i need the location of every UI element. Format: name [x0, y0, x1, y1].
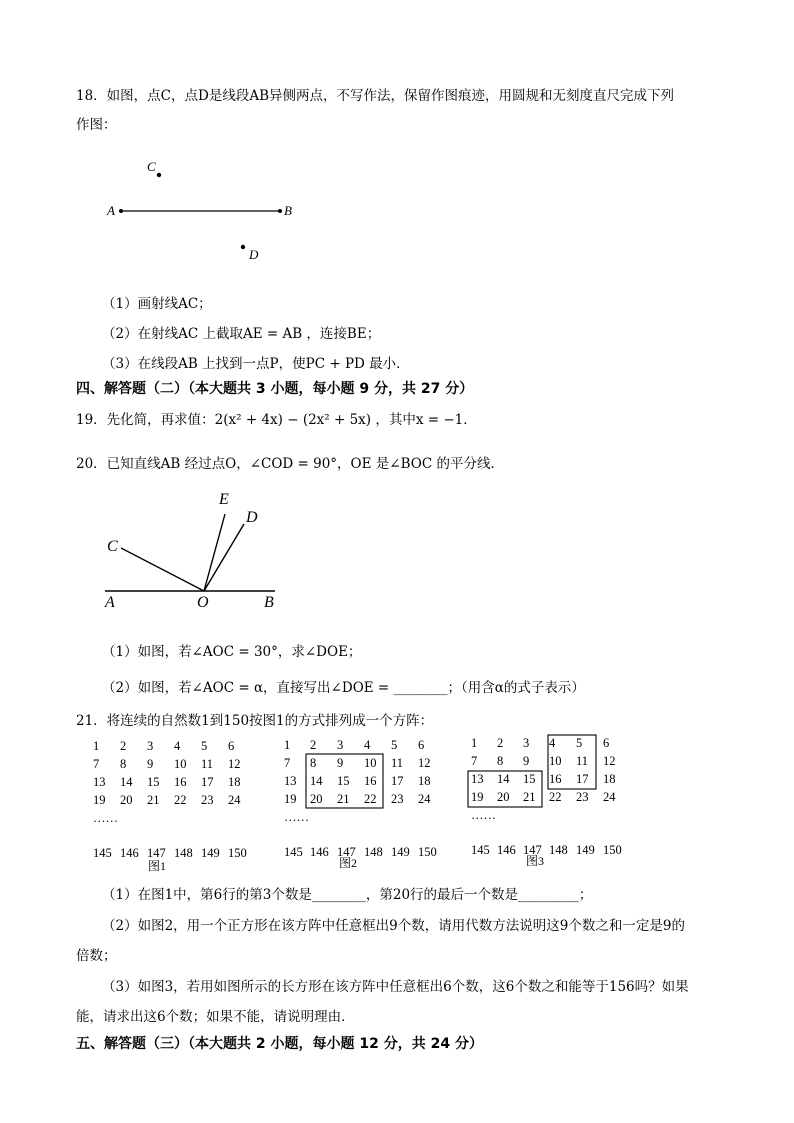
- label-c: C: [147, 159, 156, 174]
- grid-cell: 6: [603, 736, 610, 751]
- grid-cell: 16: [549, 771, 562, 786]
- grid-cell: [603, 806, 630, 824]
- grid-cell: ……: [284, 809, 309, 824]
- grid-cell: 24: [418, 791, 431, 806]
- q18-stem-line1: 18．如图，点C，点D是线段AB异侧两点，不写作法，保留作图痕迹，用圆规和无刻度直尺完成下列: [76, 88, 674, 104]
- q20-item-2: （2）如图，若∠AOC = α，直接写出∠DOE = ________；（用含α的式子表示）: [102, 680, 585, 696]
- number-grid-fig2: [284, 737, 445, 860]
- grid-cell: [147, 809, 174, 827]
- grid-row: [471, 753, 630, 771]
- grid-cell: 11: [391, 756, 404, 771]
- grid-cell: 8: [497, 754, 504, 769]
- grid-cell: 5: [576, 736, 583, 751]
- grid-cell: 23: [576, 789, 589, 804]
- grid-cell: [549, 806, 576, 824]
- label-a2: A: [105, 594, 115, 611]
- q21-item-2-line2: 倍数；: [76, 948, 117, 964]
- grid-cell: 17: [391, 773, 404, 788]
- grid-cell: 17: [576, 771, 589, 786]
- q20-stem: 20．已知直线AB 经过点O，∠COD = 90°，OE 是∠BOC 的平分线．: [76, 456, 504, 472]
- grid-cell: 10: [364, 756, 377, 771]
- grid-cell: 24: [228, 792, 241, 807]
- grid-cell: 3: [337, 738, 344, 753]
- grid-cell: 6: [228, 739, 235, 754]
- grid-cell: 150: [418, 844, 437, 859]
- grid-cell: 10: [549, 754, 562, 769]
- label-d: D: [249, 247, 259, 262]
- grid-cell: 1: [471, 736, 478, 751]
- grid-cell: 9: [147, 757, 154, 772]
- grid-row: [471, 735, 630, 753]
- grid-cell: 17: [201, 774, 214, 789]
- grid-cell: 145: [471, 842, 490, 857]
- grid-cell: 21: [337, 791, 350, 806]
- grid-cell: [576, 806, 603, 824]
- grid-row: [93, 738, 255, 756]
- grid-cell: 148: [174, 845, 193, 860]
- grid-cell: 4: [549, 736, 556, 751]
- point-b: [278, 209, 282, 213]
- grid-cell: 146: [310, 844, 329, 859]
- grid-cell: 14: [120, 774, 133, 789]
- grid-cell: 18: [603, 771, 616, 786]
- grid-cell: 5: [391, 738, 398, 753]
- grid-cell: ……: [471, 807, 496, 822]
- grid-cell: [228, 809, 255, 827]
- grid-cell: 13: [93, 774, 106, 789]
- grid-cell: 11: [201, 757, 214, 772]
- grid-cell: 19: [471, 789, 484, 804]
- grid-row: [93, 791, 255, 809]
- grid-cell: 14: [310, 773, 323, 788]
- ray-oe: [204, 514, 225, 591]
- point-a: [119, 209, 123, 213]
- grid-cell: 150: [228, 845, 247, 860]
- grid-cell: 2: [120, 739, 127, 754]
- q21-stem: 21．将连续的自然数1到150按图1的方式排列成一个方阵：: [76, 713, 434, 729]
- grid-cell: 20: [310, 791, 323, 806]
- grid-cell: 146: [497, 842, 516, 857]
- q18-stem-line2: 作图：: [76, 117, 117, 133]
- grid-cell: [174, 809, 201, 827]
- grid-cell: 21: [147, 792, 160, 807]
- grid-cell: 11: [576, 754, 589, 769]
- grid-cell: 13: [471, 771, 484, 786]
- number-grid-fig3: [471, 735, 630, 858]
- grid-row: [284, 755, 445, 773]
- grid-cell: 15: [147, 774, 160, 789]
- grid-cell: [201, 809, 228, 827]
- grid-row: [284, 737, 445, 755]
- grid-cell: 3: [523, 736, 530, 751]
- grid-cell: 148: [364, 844, 383, 859]
- label-b: B: [284, 203, 292, 218]
- grid-cell: [364, 808, 391, 826]
- label-e: E: [219, 491, 229, 508]
- caption-fig1: 图1: [148, 859, 167, 873]
- grid-cell: 22: [549, 789, 562, 804]
- grid-row: [93, 827, 255, 861]
- grid-cell: [337, 808, 364, 826]
- grid-cell: 16: [364, 773, 377, 788]
- q20-item-1: （1）如图，若∠AOC = 30°，求∠DOE；: [102, 644, 362, 660]
- grid-cell: 1: [284, 738, 291, 753]
- grid-cell: 4: [174, 739, 181, 754]
- grid-row: [471, 806, 630, 824]
- label-a: A: [107, 203, 115, 218]
- grid-cell: 7: [93, 757, 100, 772]
- grid-cell: [523, 806, 549, 824]
- q21-item-2-line1: （2）如图2，用一个正方形在该方阵中任意框出9个数，请用代数方法说明这9个数之和一定是9的: [102, 918, 685, 934]
- grid-cell: 7: [284, 756, 291, 771]
- label-o: O: [197, 594, 209, 611]
- grid-row: [93, 809, 255, 827]
- grid-cell: 21: [523, 789, 536, 804]
- grid-cell: 149: [201, 845, 220, 860]
- point-c: [157, 173, 161, 177]
- grid-cell: 12: [418, 756, 431, 771]
- grid-cell: 147: [337, 844, 356, 859]
- grid-cell: 146: [120, 845, 139, 860]
- grid-cell: 150: [603, 842, 622, 857]
- grid-cell: 4: [364, 738, 371, 753]
- grid-cell: ……: [93, 810, 118, 825]
- grid-cell: [391, 808, 418, 826]
- grid-cell: 7: [471, 754, 478, 769]
- section-4-heading: 四、解答题（二）（本大题共 3 小题，每小题 9 分，共 27 分）: [76, 381, 474, 397]
- grid-cell: 147: [147, 845, 166, 860]
- grid-cell: 15: [523, 771, 536, 786]
- grid-row: [471, 824, 630, 858]
- grid-cell: [310, 808, 337, 826]
- label-d2: D: [246, 509, 258, 526]
- grid-cell: [120, 809, 147, 827]
- ray-oc: [121, 548, 204, 591]
- grid-cell: 22: [174, 792, 187, 807]
- caption-fig2: 图2: [339, 856, 358, 870]
- grid-cell: 8: [120, 757, 127, 772]
- grid-cell: 18: [228, 774, 241, 789]
- q18-figure: [119, 173, 282, 249]
- ray-od: [204, 524, 244, 591]
- grid-row: [471, 771, 630, 789]
- q18-item-1: （1）画射线AC；: [102, 296, 212, 312]
- grid-cell: 14: [497, 771, 510, 786]
- grid-cell: 16: [174, 774, 187, 789]
- grid-cell: 12: [603, 754, 616, 769]
- grid-cell: 24: [603, 789, 616, 804]
- grid-cell: 12: [228, 757, 241, 772]
- grid-row: [284, 826, 445, 860]
- q18-item-3: （3）在线段AB 上找到一点P，使PC + PD 最小．: [102, 356, 410, 372]
- grid-cell: 8: [310, 756, 317, 771]
- grid-cell: 1: [93, 739, 100, 754]
- grid-cell: 147: [523, 842, 542, 857]
- grid-row: [284, 808, 445, 826]
- grid-cell: 145: [284, 844, 303, 859]
- grid-cell: 2: [310, 738, 317, 753]
- grid-cell: 22: [364, 791, 377, 806]
- grid-row: [284, 773, 445, 791]
- grid-cell: 9: [337, 756, 344, 771]
- grid-cell: 19: [284, 791, 297, 806]
- grid-cell: 23: [391, 791, 404, 806]
- grid-cell: 23: [201, 792, 214, 807]
- grid-row: [284, 790, 445, 808]
- grid-cell: 3: [147, 739, 154, 754]
- grid-cell: 19: [93, 792, 106, 807]
- grid-cell: [497, 806, 523, 824]
- grid-cell: 6: [418, 738, 425, 753]
- grid-row: [471, 788, 630, 806]
- q21-item-3-line2: 能，请求出这6个数；如果不能，请说明理由．: [76, 1009, 355, 1025]
- grid-cell: 149: [576, 842, 595, 857]
- label-b2: B: [264, 594, 274, 611]
- q19-text: 19．先化简，再求值：2(x² + 4x) − (2x² + 5x) ，其中x = −1．: [76, 412, 477, 428]
- number-grid-fig1: [93, 738, 255, 861]
- grid-cell: 5: [201, 739, 208, 754]
- grid-cell: [418, 808, 445, 826]
- caption-fig3: 图3: [526, 854, 545, 868]
- q18-item-2: （2）在射线AC 上截取AE = AB ，连接BE；: [102, 326, 381, 342]
- grid-row: [93, 774, 255, 792]
- grid-cell: 9: [523, 754, 530, 769]
- q21-item-1: （1）在图1中，第6行的第3个数是________，第20行的最后一个数是_________；: [102, 887, 593, 903]
- section-5-heading: 五、解答题（三）（本大题共 2 小题，每小题 12 分，共 24 分）: [76, 1036, 483, 1052]
- grid-cell: 18: [418, 773, 431, 788]
- grid-cell: 149: [391, 844, 410, 859]
- point-d: [241, 245, 245, 249]
- grid-cell: 145: [93, 845, 112, 860]
- label-c2: C: [107, 538, 118, 555]
- grid-cell: 20: [497, 789, 510, 804]
- grid-cell: 20: [120, 792, 133, 807]
- grid-cell: 10: [174, 757, 187, 772]
- grid-row: [93, 756, 255, 774]
- grid-cell: 15: [337, 773, 350, 788]
- grid-cell: 148: [549, 842, 568, 857]
- grid-cell: 13: [284, 773, 297, 788]
- grid-cell: 2: [497, 736, 504, 751]
- q21-item-3-line1: （3）如图3，若用如图所示的长方形在该方阵中任意框出6个数，这6个数之和能等于156吗？如果: [102, 979, 689, 995]
